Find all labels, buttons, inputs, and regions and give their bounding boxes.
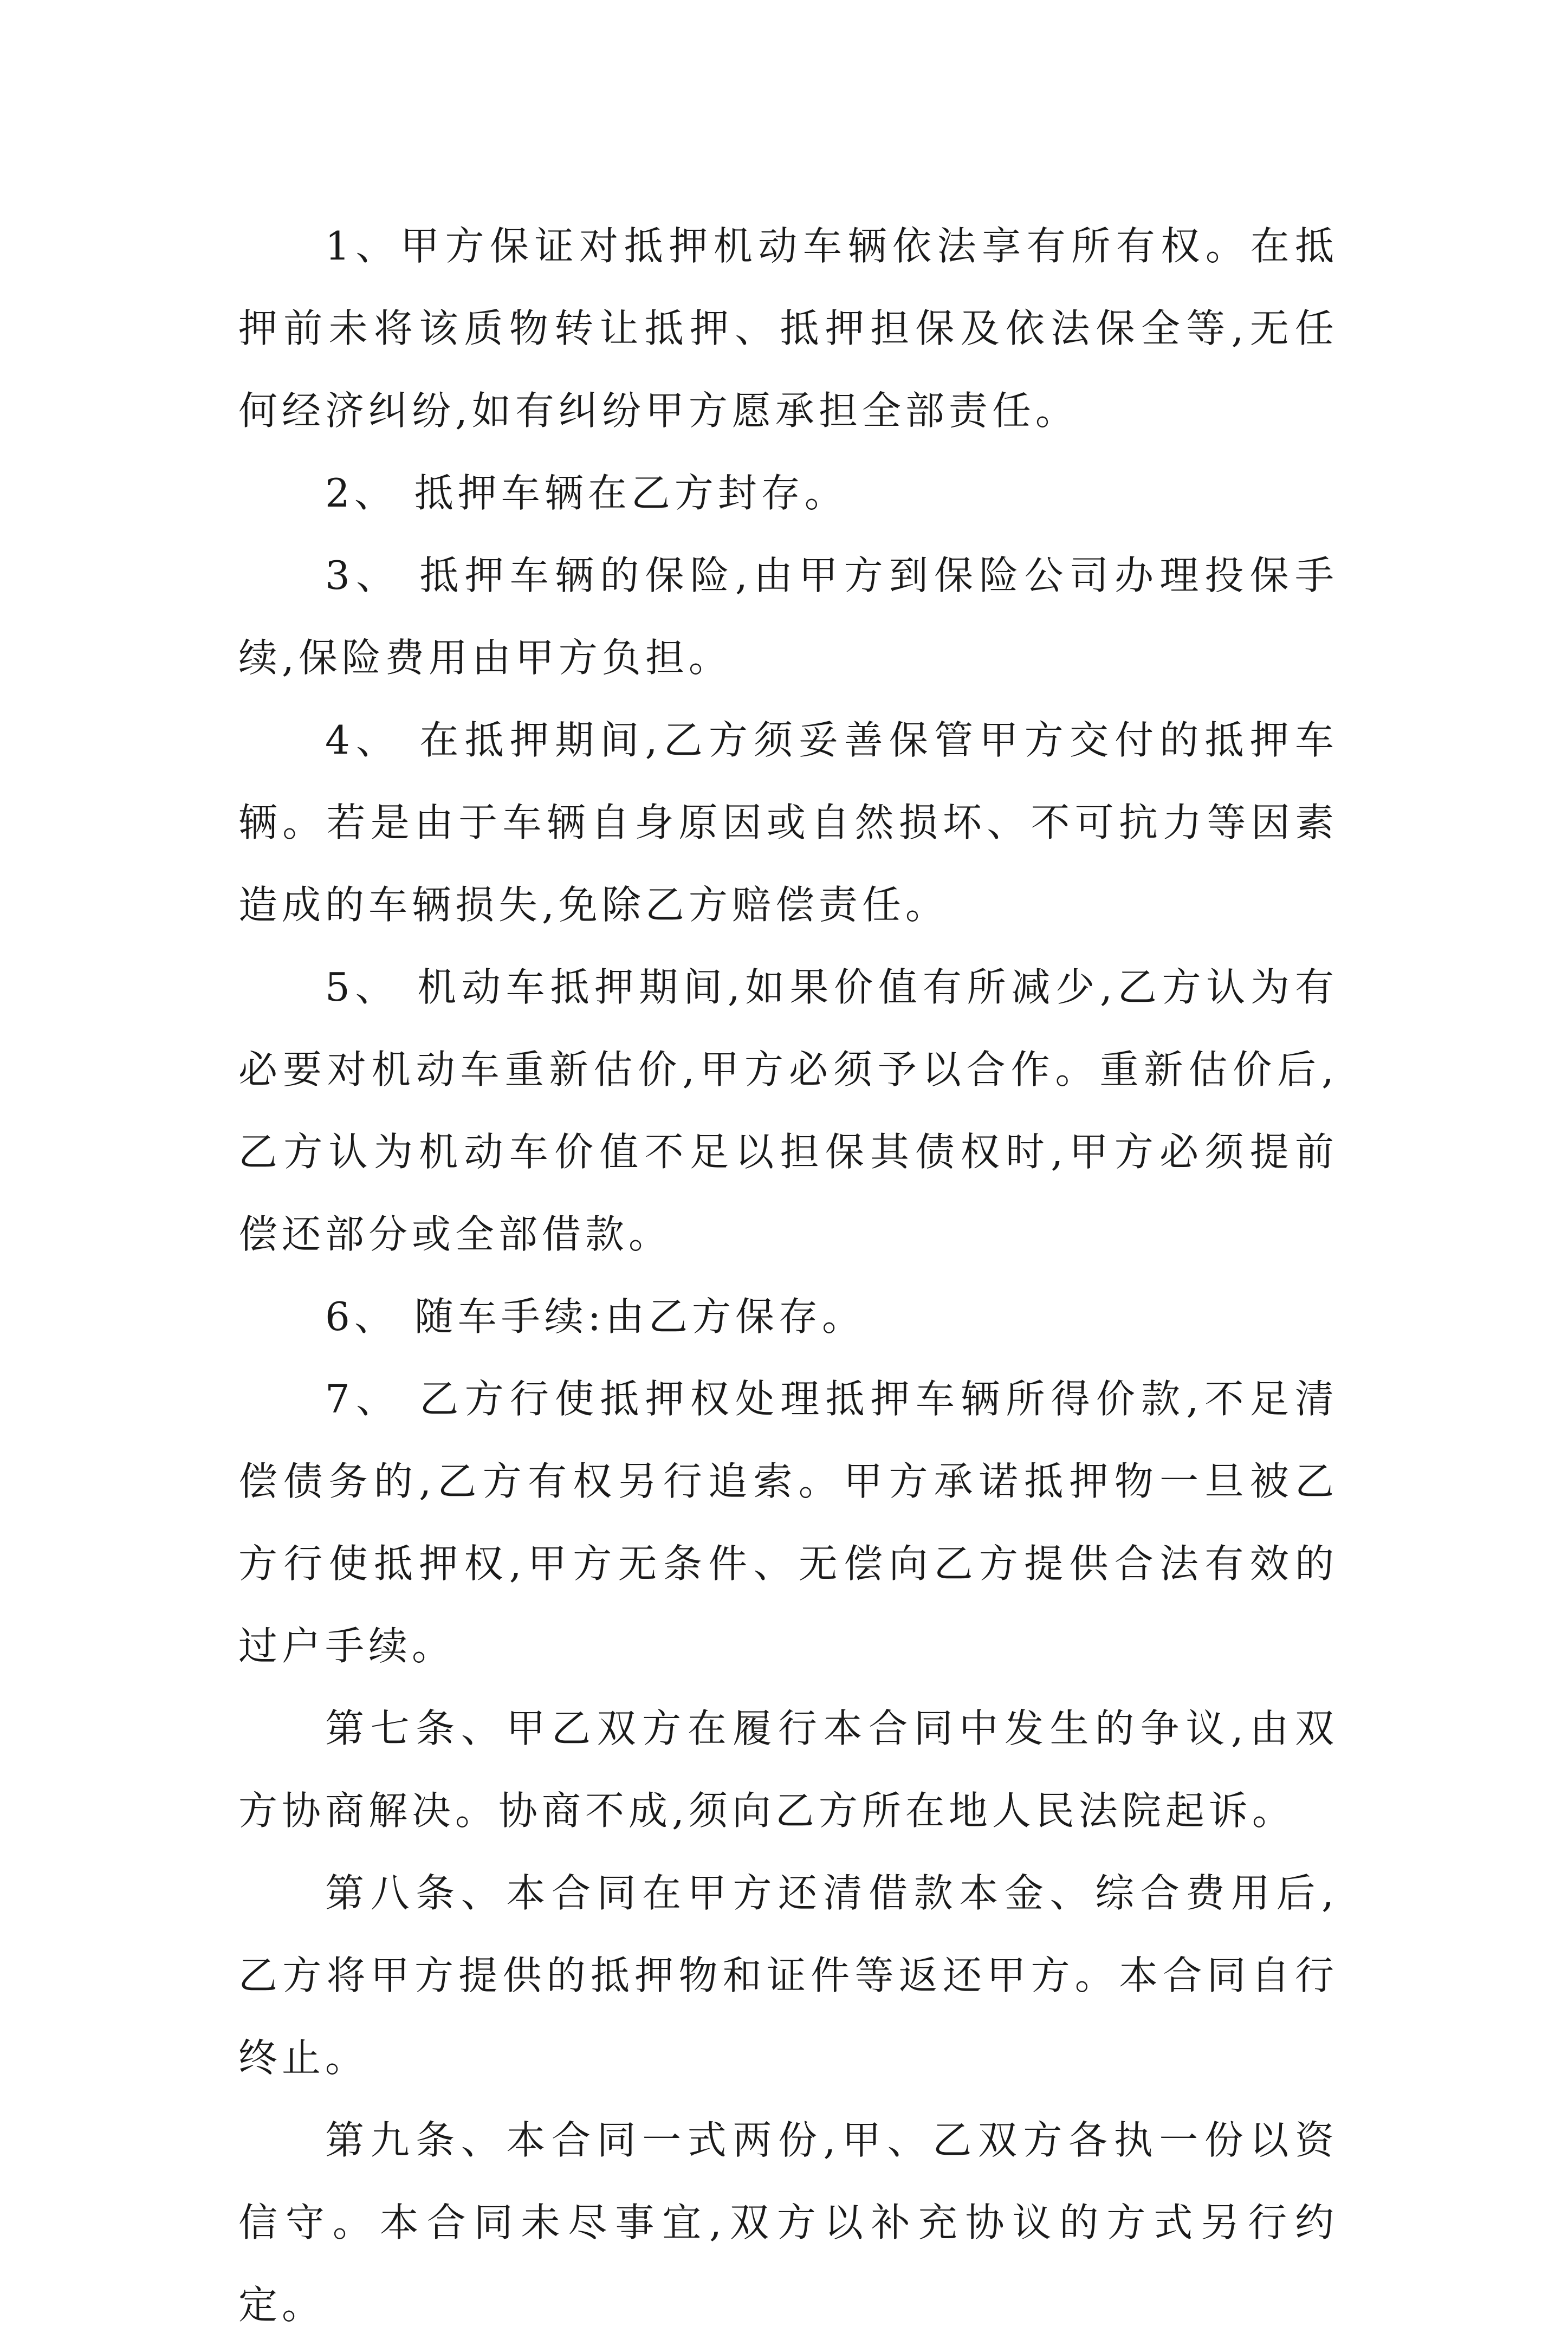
clause-paragraph-4: 4、 在抵押期间,乙方须妥善保管甲方交付的抵押车辆。若是由于车辆自身原因或自然损坏、不可抗力等因素造成的车辆损失,免除乙方赔偿责任。 (238, 717, 1338, 928)
clause-paragraph-1: 1、甲方保证对抵押机动车辆依法享有所有权。在抵押前未将该质物转让抵押、抵押担保及依法保全等,无任何经济纠纷,如有纠纷甲方愿承担全部责任。 (238, 223, 1338, 433)
clause-paragraph-7: 7、 乙方行使抵押权处理抵押车辆所得价款,不足清偿债务的,乙方有权另行追索。甲方承诺抵押物一旦被乙方行使抵押权,甲方无条件、无偿向乙方提供合法有效的过户手续。 (238, 1376, 1338, 1669)
document-body (238, 205, 1338, 2346)
clause-paragraph-2: 2、 抵押车辆在乙方封存。 (325, 470, 848, 516)
clause-paragraph-3: 3、 抵押车辆的保险,由甲方到保险公司办理投保手续,保险费用由甲方负担。 (238, 553, 1338, 681)
article-9-paragraph: 第九条、本合同一式两份,甲、乙双方各执一份以资信守。本合同未尽事宜,双方以补充协议的方式另行约定。 (238, 2117, 1338, 2328)
article-8-paragraph: 第八条、本合同在甲方还清借款本金、综合费用后,乙方将甲方提供的抵押物和证件等返还甲方。本合同自行终止。 (238, 1870, 1338, 2081)
clause-paragraph-5: 5、 机动车抵押期间,如果价值有所减少,乙方认为有必要对机动车重新估价,甲方必须予以合作。重新估价后,乙方认为机动车价值不足以担保其债权时,甲方必须提前偿还部分或全部借款。 (238, 964, 1338, 1257)
article-7-paragraph: 第七条、甲乙双方在履行本合同中发生的争议,由双方协商解决。协商不成,须向乙方所在地人民法院起诉。 (238, 1706, 1338, 1833)
clause-paragraph-6: 6、 随车手续:由乙方保存。 (325, 1294, 865, 1339)
